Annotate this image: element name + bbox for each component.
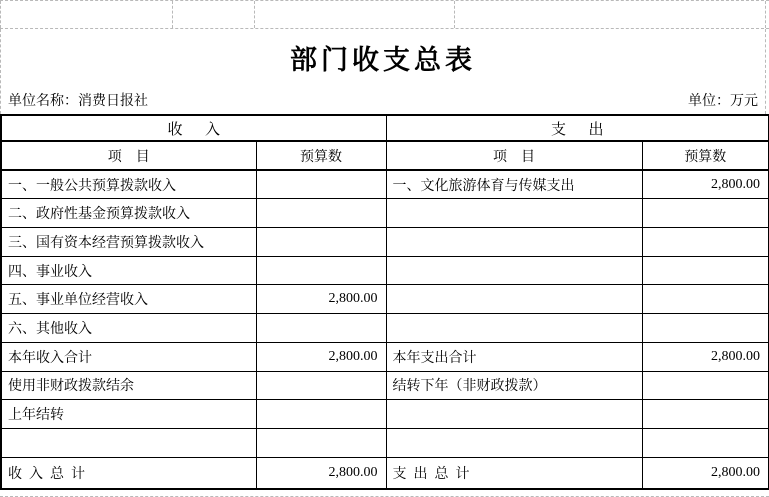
budget-value-cell[interactable] (256, 256, 386, 285)
table-row (1, 428, 769, 457)
gridline (454, 1, 455, 28)
item-label-cell[interactable] (386, 285, 642, 314)
gridline (172, 1, 173, 28)
budget-value-cell[interactable] (642, 285, 769, 314)
item-label-cell[interactable] (386, 256, 642, 285)
table-row (1, 285, 769, 314)
budget-value-cell[interactable]: 2,800.00 (256, 285, 386, 314)
table-row (1, 256, 769, 285)
expenditure-section-header[interactable]: 支 出 (386, 115, 769, 141)
item-label-cell[interactable]: 使用非财政拨款结余 (1, 371, 256, 400)
budget-value-cell[interactable] (256, 170, 386, 199)
unit-name-label: 单位名称：消费日报社 (8, 94, 148, 109)
grid-empty-row (0, 0, 769, 29)
table-row (1, 314, 769, 343)
budget-value-cell[interactable]: 2,800.00 (642, 457, 769, 489)
budget-value-cell[interactable] (256, 371, 386, 400)
item-label-cell[interactable]: 上年结转 (1, 400, 256, 429)
table-row (1, 199, 769, 228)
item-label-cell[interactable] (386, 227, 642, 256)
expenditure-budget-header[interactable]: 预算数 (642, 141, 769, 170)
table-row (1, 400, 769, 429)
item-label-cell[interactable] (1, 428, 256, 457)
income-budget-header[interactable]: 预算数 (256, 141, 386, 170)
item-label-cell[interactable] (386, 428, 642, 457)
budget-value-cell[interactable] (256, 227, 386, 256)
expenditure-item-header[interactable]: 项 目 (386, 141, 642, 170)
item-label-cell[interactable]: 结转下年（非财政拨款） (386, 371, 642, 400)
table-row (1, 371, 769, 400)
budget-value-cell[interactable] (256, 428, 386, 457)
unit-row (1, 86, 765, 114)
budget-value-cell[interactable] (256, 400, 386, 429)
budget-value-cell[interactable]: 2,800.00 (256, 342, 386, 371)
budget-value-cell[interactable] (642, 400, 769, 429)
summary-table (0, 114, 769, 490)
column-header-row (1, 141, 769, 170)
budget-value-cell[interactable] (642, 199, 769, 228)
item-label-cell[interactable]: 一、文化旅游体育与传媒支出 (386, 170, 642, 199)
gridline (0, 1, 1, 28)
budget-value-cell[interactable] (642, 256, 769, 285)
item-label-cell[interactable]: 四、事业收入 (1, 256, 256, 285)
item-label-cell[interactable]: 本年支出合计 (386, 342, 642, 371)
item-label-cell[interactable]: 一、一般公共预算拨款收入 (1, 170, 256, 199)
item-label-cell[interactable]: 本年收入合计 (1, 342, 256, 371)
budget-value-cell[interactable] (256, 314, 386, 343)
income-item-header[interactable]: 项 目 (1, 141, 256, 170)
group-header-row (1, 115, 769, 141)
table-row (1, 342, 769, 371)
item-label-cell[interactable] (386, 199, 642, 228)
gridline (254, 1, 255, 28)
budget-value-cell[interactable] (642, 428, 769, 457)
budget-value-cell[interactable] (642, 314, 769, 343)
item-label-cell[interactable] (386, 314, 642, 343)
income-section-header[interactable]: 收 入 (1, 115, 386, 141)
unit-label: 单位：万元 (688, 94, 758, 109)
title-row (1, 29, 765, 86)
item-label-cell[interactable] (386, 400, 642, 429)
table-body (1, 170, 769, 489)
budget-value-cell[interactable] (642, 371, 769, 400)
total-row (1, 457, 769, 489)
table-row (1, 170, 769, 199)
item-label-cell[interactable]: 二、政府性基金预算拨款收入 (1, 199, 256, 228)
budget-value-cell[interactable] (256, 199, 386, 228)
item-label-cell[interactable]: 支 出 总 计 (386, 457, 642, 489)
item-label-cell[interactable]: 收 入 总 计 (1, 457, 256, 489)
page-title: 部门收支总表 (290, 45, 476, 75)
budget-value-cell[interactable]: 2,800.00 (642, 342, 769, 371)
item-label-cell[interactable]: 三、国有资本经营预算拨款收入 (1, 227, 256, 256)
budget-value-cell[interactable] (642, 227, 769, 256)
item-label-cell[interactable]: 五、事业单位经营收入 (1, 285, 256, 314)
page-band (0, 29, 766, 114)
gridline (765, 1, 766, 28)
bottom-strip (0, 490, 769, 497)
table-row (1, 227, 769, 256)
budget-value-cell[interactable]: 2,800.00 (256, 457, 386, 489)
budget-value-cell[interactable]: 2,800.00 (642, 170, 769, 199)
item-label-cell[interactable]: 六、其他收入 (1, 314, 256, 343)
